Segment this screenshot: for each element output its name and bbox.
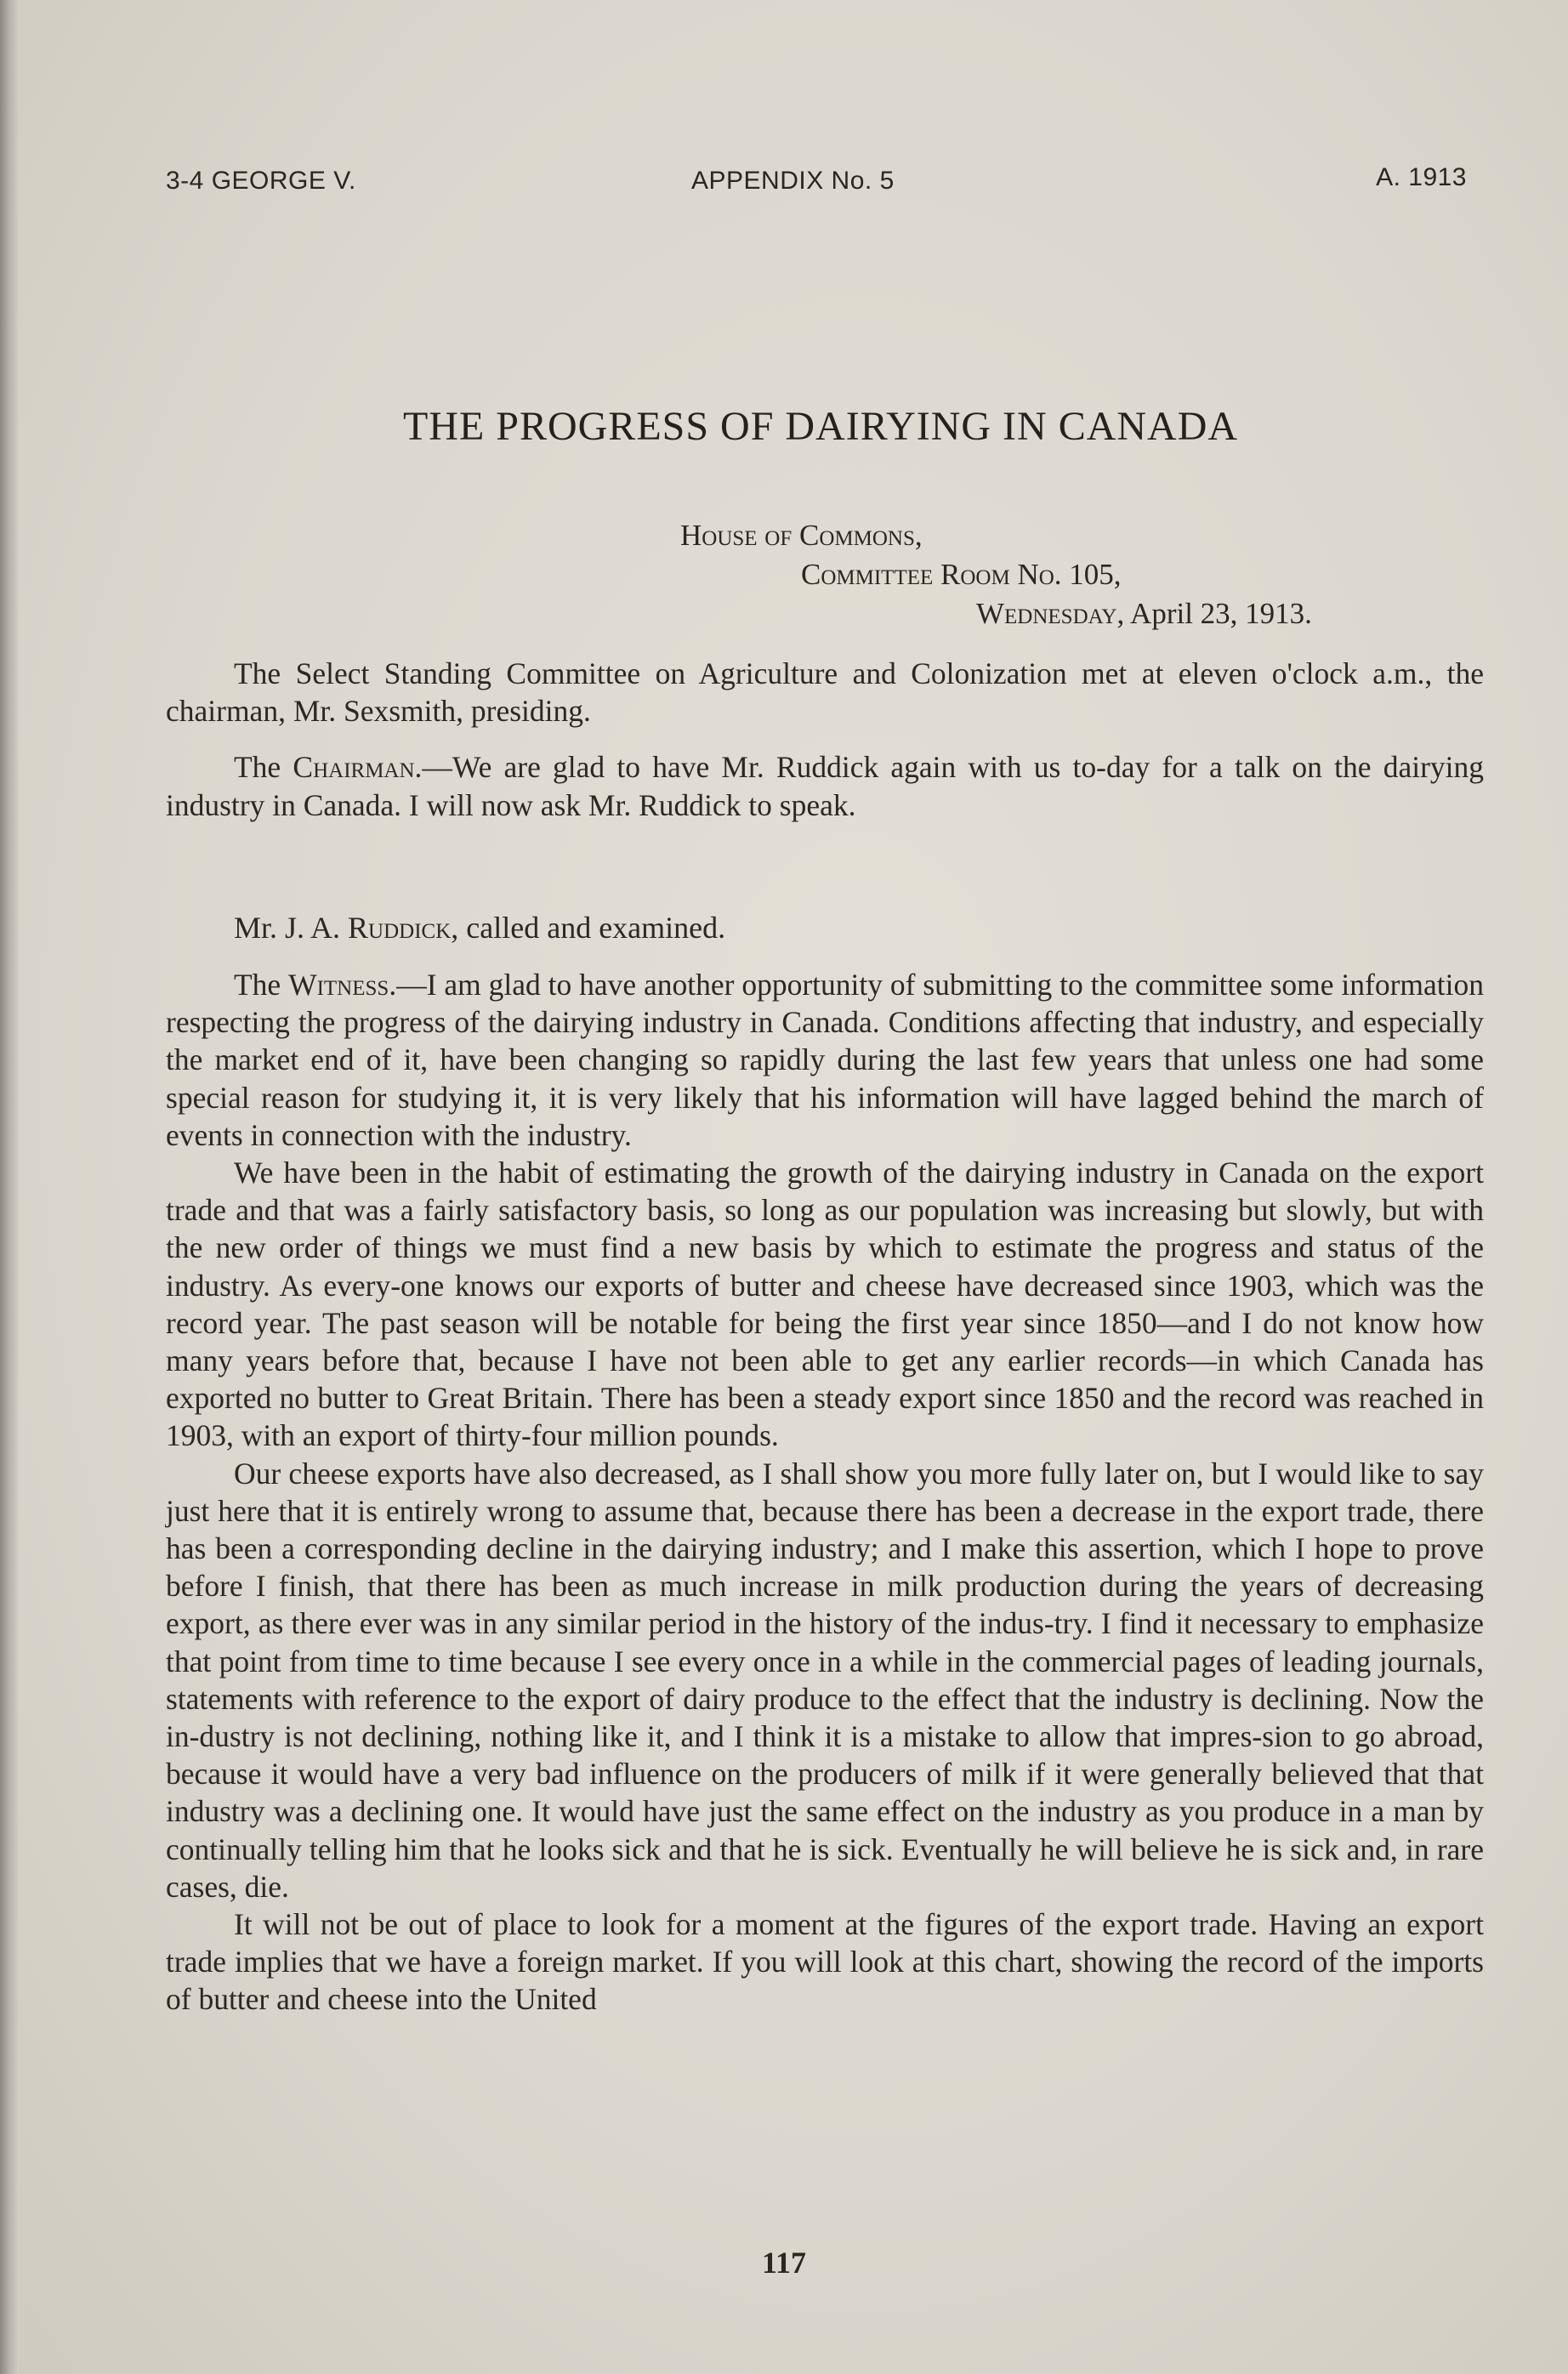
witness-called-prefix: Mr. J. A.: [234, 911, 349, 945]
header-session: 3-4 GEORGE V.: [166, 167, 356, 195]
header-appendix: APPENDIX No. 5: [691, 167, 895, 195]
testimony-paragraph-1: [166, 966, 1484, 1154]
testimony-paragraph-1-prefix: The: [234, 968, 289, 1002]
address-date: April 23, 1913.: [1124, 597, 1312, 630]
witness-speaker: Witness.: [288, 968, 397, 1002]
address-line-2: Committee Room No. 105,: [801, 558, 1122, 591]
testimony-paragraph-2: We have been in the habit of estimating the growth of the dairying industry in Canada on the export trade and that was a fairly satisfactory basis, so long as our population was increasing but slowly, but with the new order of things we must find a new basis by which to estimate the progress and status of the industry. As every-one knows our exports of butter and cheese have decreased since 1903, which was the record year. The past season will be notable for being the first year since 1850—and I do not know how many years before that, because I have not been able to get any earlier records—in which Canada has exported no butter to Great Britain. There has been a steady export since 1850 and the record was reached in 1903, with an export of thirty-four million pounds.: [166, 1156, 1484, 1453]
testimony-paragraph-1-text: —I am glad to have another opportunity of submitting to the committee some information respecting the progress of the dairying industry in Canada. Conditions affecting that industry, and especially the market end of it, have been changing so rapidly during the last few years that unless one had some special reason for studying it, it is very likely that his information will have lagged behind the march of events in connection with the industry.: [166, 968, 1484, 1152]
intro-section: [166, 655, 1484, 843]
intro-paragraph-2: [166, 748, 1484, 823]
testimony-paragraph-3: Our cheese exports have also decreased, as I shall show you more fully later on, but I would like to say just here that it is entirely wrong to assume that, because there has been a decrease in the export trade, there has been a corresponding decline in the dairying industry; and I make this assertion, which I hope to prove before I finish, that there has been as much increase in milk production during the years of decreasing export, as there ever was in any similar period in the history of the indus-try. I find it necessary to emphasize that point from time to time because I see every once in a while in the commercial pages of leading journals, statements with reference to the export of dairy produce to the effect that the industry is declining. Now the in-dustry is not declining, nothing like it, and I think it is a mistake to allow that impres-sion to go abroad, because it would have a very bad influence on the producers of milk if it were generally believed that that industry was a declining one. It would have just the same effect on the industry as you produce in a man by continually telling him that he looks sick and that he is sick. Eventually he will believe he is sick and, in rare cases, die.: [166, 1456, 1484, 1904]
witness-name: Ruddick: [348, 911, 452, 945]
chairman-speaker: Chairman.: [293, 750, 423, 785]
witness-called-suffix: , called and examined.: [451, 911, 726, 945]
address-line-1: House of Commons,: [680, 519, 923, 552]
address-line-3: [976, 597, 1312, 631]
running-header: [166, 163, 1467, 209]
witness-called-line: [234, 910, 725, 946]
intro-paragraph-2-prefix: The: [234, 750, 293, 785]
intro-paragraph-2-text: —We are glad to have Mr. Ruddick again with us to-day for a talk on the dairying industry in Canada. I will now ask Mr. Ruddick to speak.: [166, 750, 1485, 822]
book-binding-edge: [0, 0, 19, 2374]
testimony-section: [166, 966, 1484, 2019]
page-number: 117: [761, 2246, 806, 2280]
testimony-paragraph-4: It will not be out of place to look for a moment at the figures of the export trade. Having an export trade implies that we have a foreign market. If you will look at this chart, showing the record of the imports of butter and cheese into the United: [166, 1907, 1484, 2017]
header-year: A. 1913: [1376, 163, 1467, 191]
page-title: THE PROGRESS OF DAIRYING IN CANADA: [402, 404, 1239, 449]
address-day: Wednesday,: [976, 597, 1125, 630]
intro-paragraph-1: The Select Standing Committee on Agriculture and Colonization met at eleven o'clock a.m., the chairman, Mr. Sexsmith, presiding.: [166, 656, 1484, 729]
